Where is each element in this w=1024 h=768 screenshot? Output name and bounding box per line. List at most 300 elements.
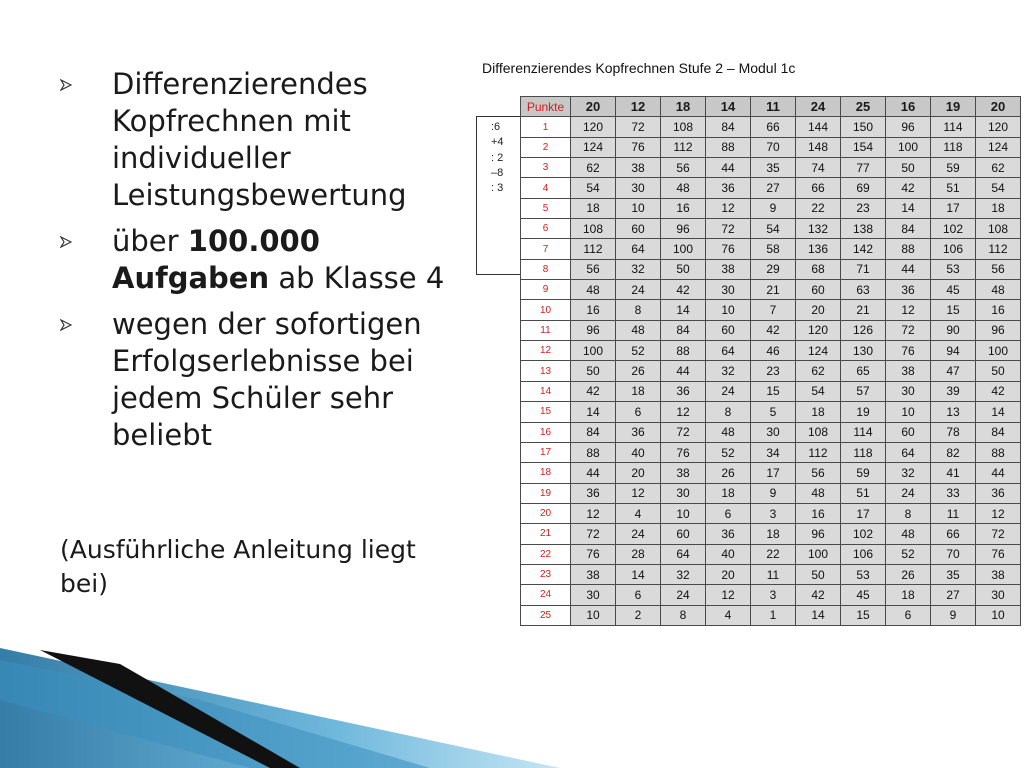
value-cell: 72 — [976, 524, 1021, 544]
value-cell: 148 — [796, 137, 841, 157]
value-cell: 13 — [931, 402, 976, 422]
value-cell: 72 — [661, 422, 706, 442]
operation-item: : 2 — [491, 151, 504, 164]
table-row — [521, 259, 1021, 279]
points-cell: 25 — [521, 605, 571, 625]
value-cell: 154 — [841, 137, 886, 157]
value-cell: 30 — [751, 422, 796, 442]
value-cell: 36 — [976, 483, 1021, 503]
value-cell: 23 — [751, 361, 796, 381]
value-cell: 59 — [841, 463, 886, 483]
value-cell: 50 — [571, 361, 616, 381]
value-cell: 108 — [571, 219, 616, 239]
table-row — [521, 503, 1021, 523]
value-cell: 84 — [976, 422, 1021, 442]
points-cell: 18 — [521, 463, 571, 483]
value-cell: 48 — [706, 422, 751, 442]
value-cell: 30 — [661, 483, 706, 503]
value-cell: 138 — [841, 219, 886, 239]
value-cell: 54 — [976, 178, 1021, 198]
points-cell: 2 — [521, 137, 571, 157]
points-cell: 12 — [521, 341, 571, 361]
value-cell: 66 — [931, 524, 976, 544]
value-cell: 50 — [976, 361, 1021, 381]
value-cell: 15 — [841, 605, 886, 625]
value-cell: 38 — [571, 564, 616, 584]
value-cell: 18 — [706, 483, 751, 503]
table-row — [521, 198, 1021, 218]
value-cell: 38 — [706, 259, 751, 279]
value-cell: 108 — [796, 422, 841, 442]
points-cell: 6 — [521, 219, 571, 239]
value-cell: 52 — [886, 544, 931, 564]
value-cell: 12 — [571, 503, 616, 523]
value-cell: 30 — [976, 585, 1021, 605]
value-cell: 60 — [616, 219, 661, 239]
points-cell: 22 — [521, 544, 571, 564]
value-cell: 10 — [661, 503, 706, 523]
value-cell: 84 — [886, 219, 931, 239]
value-cell: 41 — [931, 463, 976, 483]
arrow-bullet-icon — [60, 319, 72, 331]
table-row — [521, 544, 1021, 564]
value-cell: 14 — [616, 564, 661, 584]
value-cell: 124 — [796, 341, 841, 361]
value-cell: 124 — [976, 137, 1021, 157]
value-cell: 38 — [976, 564, 1021, 584]
value-cell: 26 — [886, 564, 931, 584]
value-cell: 14 — [661, 300, 706, 320]
value-cell: 84 — [661, 320, 706, 340]
value-cell: 18 — [886, 585, 931, 605]
points-cell: 17 — [521, 442, 571, 462]
column-header: 20 — [976, 97, 1021, 117]
value-cell: 100 — [886, 137, 931, 157]
table-row — [521, 219, 1021, 239]
table-title: Differenzierendes Kopfrechnen Stufe 2 – Modul 1c — [482, 60, 796, 76]
value-cell: 63 — [841, 280, 886, 300]
value-cell: 40 — [616, 442, 661, 462]
value-cell: 88 — [571, 442, 616, 462]
value-cell: 21 — [841, 300, 886, 320]
table-row — [521, 320, 1021, 340]
points-cell: 23 — [521, 564, 571, 584]
value-cell: 15 — [931, 300, 976, 320]
value-cell: 15 — [751, 381, 796, 401]
value-cell: 4 — [706, 605, 751, 625]
table-row — [521, 442, 1021, 462]
value-cell: 64 — [616, 239, 661, 259]
value-cell: 82 — [931, 442, 976, 462]
value-cell: 53 — [841, 564, 886, 584]
table-row — [521, 585, 1021, 605]
value-cell: 120 — [571, 117, 616, 137]
value-cell: 112 — [796, 442, 841, 462]
value-cell: 48 — [976, 280, 1021, 300]
value-cell: 17 — [841, 503, 886, 523]
value-cell: 42 — [976, 381, 1021, 401]
value-cell: 62 — [571, 158, 616, 178]
value-cell: 102 — [931, 219, 976, 239]
value-cell: 118 — [931, 137, 976, 157]
value-cell: 144 — [796, 117, 841, 137]
value-cell: 96 — [796, 524, 841, 544]
value-cell: 42 — [571, 381, 616, 401]
value-cell: 100 — [796, 544, 841, 564]
points-cell: 16 — [521, 422, 571, 442]
value-cell: 112 — [661, 137, 706, 157]
value-cell: 39 — [931, 381, 976, 401]
value-cell: 10 — [886, 402, 931, 422]
value-cell: 62 — [976, 158, 1021, 178]
arrow-bullet-icon — [60, 79, 72, 91]
value-cell: 24 — [886, 483, 931, 503]
table-row — [521, 463, 1021, 483]
value-cell: 66 — [796, 178, 841, 198]
value-cell: 126 — [841, 320, 886, 340]
value-cell: 12 — [886, 300, 931, 320]
value-cell: 88 — [661, 341, 706, 361]
value-cell: 58 — [751, 239, 796, 259]
value-cell: 26 — [616, 361, 661, 381]
value-cell: 72 — [886, 320, 931, 340]
value-cell: 47 — [931, 361, 976, 381]
value-cell: 64 — [886, 442, 931, 462]
value-cell: 48 — [886, 524, 931, 544]
table-row — [521, 483, 1021, 503]
value-cell: 16 — [661, 198, 706, 218]
value-cell: 48 — [571, 280, 616, 300]
value-cell: 76 — [571, 544, 616, 564]
table-row — [521, 605, 1021, 625]
points-cell: 5 — [521, 198, 571, 218]
value-cell: 124 — [571, 137, 616, 157]
value-cell: 78 — [931, 422, 976, 442]
value-cell: 48 — [661, 178, 706, 198]
points-cell: 19 — [521, 483, 571, 503]
value-cell: 48 — [796, 483, 841, 503]
value-cell: 9 — [751, 198, 796, 218]
points-cell: 9 — [521, 280, 571, 300]
value-cell: 4 — [616, 503, 661, 523]
value-cell: 9 — [751, 483, 796, 503]
value-cell: 6 — [616, 402, 661, 422]
value-cell: 102 — [841, 524, 886, 544]
points-cell: 14 — [521, 381, 571, 401]
value-cell: 70 — [931, 544, 976, 564]
value-cell: 72 — [571, 524, 616, 544]
bullet-text-pre: über — [112, 224, 188, 258]
value-cell: 32 — [706, 361, 751, 381]
value-cell: 42 — [751, 320, 796, 340]
value-cell: 20 — [616, 463, 661, 483]
value-cell: 10 — [571, 605, 616, 625]
value-cell: 84 — [706, 117, 751, 137]
table-row — [521, 117, 1021, 137]
value-cell: 36 — [886, 280, 931, 300]
value-cell: 44 — [886, 259, 931, 279]
value-cell: 38 — [886, 361, 931, 381]
points-cell: 10 — [521, 300, 571, 320]
value-cell: 18 — [616, 381, 661, 401]
value-cell: 45 — [931, 280, 976, 300]
bullet-text: Differenzierendes Kopfrechnen mit individueller Leistungsbewertung — [112, 67, 407, 212]
value-cell: 77 — [841, 158, 886, 178]
points-cell: 8 — [521, 259, 571, 279]
bullet-item — [60, 223, 470, 297]
points-cell: 15 — [521, 402, 571, 422]
value-cell: 60 — [706, 320, 751, 340]
value-cell: 3 — [751, 503, 796, 523]
value-cell: 56 — [976, 259, 1021, 279]
value-cell: 8 — [886, 503, 931, 523]
value-cell: 76 — [661, 442, 706, 462]
value-cell: 36 — [706, 178, 751, 198]
value-cell: 14 — [976, 402, 1021, 422]
value-cell: 130 — [841, 341, 886, 361]
value-cell: 90 — [931, 320, 976, 340]
value-cell: 12 — [976, 503, 1021, 523]
value-cell: 46 — [751, 341, 796, 361]
value-cell: 11 — [751, 564, 796, 584]
table-row — [521, 178, 1021, 198]
value-cell: 59 — [931, 158, 976, 178]
value-cell: 42 — [661, 280, 706, 300]
value-cell: 30 — [706, 280, 751, 300]
table-row — [521, 524, 1021, 544]
value-cell: 96 — [886, 117, 931, 137]
value-cell: 108 — [661, 117, 706, 137]
table-row — [521, 402, 1021, 422]
column-header: 11 — [751, 97, 796, 117]
value-cell: 27 — [751, 178, 796, 198]
table-row — [521, 422, 1021, 442]
value-cell: 48 — [616, 320, 661, 340]
value-cell: 30 — [571, 585, 616, 605]
points-cell: 24 — [521, 585, 571, 605]
value-cell: 53 — [931, 259, 976, 279]
value-cell: 56 — [571, 259, 616, 279]
value-cell: 106 — [931, 239, 976, 259]
value-cell: 64 — [661, 544, 706, 564]
value-cell: 8 — [616, 300, 661, 320]
points-cell: 3 — [521, 158, 571, 178]
value-cell: 57 — [841, 381, 886, 401]
points-cell: 20 — [521, 503, 571, 523]
instructions-note: (Ausführliche Anleitung liegt bei) — [60, 535, 416, 598]
operation-item: –8 — [491, 166, 504, 179]
value-cell: 44 — [661, 361, 706, 381]
value-cell: 29 — [751, 259, 796, 279]
bullet-text-post: ab Klasse 4 — [269, 261, 445, 295]
value-cell: 9 — [931, 605, 976, 625]
value-cell: 12 — [706, 585, 751, 605]
value-cell: 10 — [706, 300, 751, 320]
value-cell: 96 — [976, 320, 1021, 340]
value-cell: 35 — [931, 564, 976, 584]
bullet-item — [60, 306, 470, 454]
value-cell: 62 — [796, 361, 841, 381]
value-cell: 35 — [751, 158, 796, 178]
value-cell: 17 — [931, 198, 976, 218]
value-cell: 76 — [976, 544, 1021, 564]
bullet-item — [60, 66, 470, 214]
column-header: 18 — [661, 97, 706, 117]
value-cell: 50 — [886, 158, 931, 178]
value-cell: 19 — [841, 402, 886, 422]
value-cell: 60 — [796, 280, 841, 300]
value-cell: 10 — [976, 605, 1021, 625]
table-row — [521, 239, 1021, 259]
points-cell: 7 — [521, 239, 571, 259]
table-row — [521, 280, 1021, 300]
value-cell: 24 — [616, 524, 661, 544]
value-cell: 120 — [976, 117, 1021, 137]
value-cell: 3 — [751, 585, 796, 605]
value-cell: 64 — [706, 341, 751, 361]
points-cell: 1 — [521, 117, 571, 137]
column-header: 19 — [931, 97, 976, 117]
value-cell: 23 — [841, 198, 886, 218]
value-cell: 96 — [661, 219, 706, 239]
value-cell: 8 — [706, 402, 751, 422]
value-cell: 54 — [751, 219, 796, 239]
value-cell: 12 — [616, 483, 661, 503]
table-row — [521, 300, 1021, 320]
operation-item: : 3 — [491, 182, 504, 195]
column-header: 25 — [841, 97, 886, 117]
column-header: 12 — [616, 97, 661, 117]
value-cell: 38 — [661, 463, 706, 483]
column-header: 14 — [706, 97, 751, 117]
value-cell: 56 — [796, 463, 841, 483]
value-cell: 50 — [796, 564, 841, 584]
punkte-header: Punkte — [521, 97, 571, 117]
value-cell: 36 — [706, 524, 751, 544]
table-row — [521, 381, 1021, 401]
value-cell: 60 — [661, 524, 706, 544]
value-cell: 120 — [796, 320, 841, 340]
value-cell: 2 — [616, 605, 661, 625]
value-cell: 6 — [706, 503, 751, 523]
value-cell: 16 — [571, 300, 616, 320]
value-cell: 70 — [751, 137, 796, 157]
value-cell: 5 — [751, 402, 796, 422]
value-cell: 44 — [706, 158, 751, 178]
table-row — [521, 341, 1021, 361]
value-cell: 100 — [661, 239, 706, 259]
value-cell: 100 — [571, 341, 616, 361]
value-cell: 32 — [616, 259, 661, 279]
value-cell: 84 — [571, 422, 616, 442]
value-cell: 52 — [706, 442, 751, 462]
operation-item: :6 — [491, 121, 501, 133]
value-cell: 17 — [751, 463, 796, 483]
value-cell: 56 — [661, 158, 706, 178]
value-cell: 136 — [796, 239, 841, 259]
value-cell: 32 — [661, 564, 706, 584]
value-cell: 22 — [751, 544, 796, 564]
value-cell: 1 — [751, 605, 796, 625]
value-cell: 132 — [796, 219, 841, 239]
value-cell: 28 — [616, 544, 661, 564]
value-cell: 12 — [661, 402, 706, 422]
column-header: 16 — [886, 97, 931, 117]
value-cell: 6 — [616, 585, 661, 605]
points-table — [520, 96, 1021, 626]
table-row — [521, 361, 1021, 381]
table-row — [521, 137, 1021, 157]
value-cell: 108 — [976, 219, 1021, 239]
value-cell: 14 — [571, 402, 616, 422]
value-cell: 12 — [706, 198, 751, 218]
table-header-row — [521, 97, 1021, 117]
value-cell: 114 — [841, 422, 886, 442]
value-cell: 21 — [751, 280, 796, 300]
operations-box — [476, 116, 522, 275]
value-cell: 18 — [796, 402, 841, 422]
operation-item: +4 — [491, 136, 504, 149]
value-cell: 88 — [976, 442, 1021, 462]
value-cell: 60 — [886, 422, 931, 442]
value-cell: 54 — [796, 381, 841, 401]
value-cell: 72 — [616, 117, 661, 137]
value-cell: 94 — [931, 341, 976, 361]
value-cell: 65 — [841, 361, 886, 381]
value-cell: 88 — [886, 239, 931, 259]
value-cell: 16 — [796, 503, 841, 523]
value-cell: 72 — [706, 219, 751, 239]
value-cell: 112 — [571, 239, 616, 259]
value-cell: 96 — [571, 320, 616, 340]
points-cell: 4 — [521, 178, 571, 198]
value-cell: 68 — [796, 259, 841, 279]
value-cell: 11 — [931, 503, 976, 523]
column-header: 24 — [796, 97, 841, 117]
table-row — [521, 158, 1021, 178]
value-cell: 26 — [706, 463, 751, 483]
value-cell: 24 — [706, 381, 751, 401]
value-cell: 69 — [841, 178, 886, 198]
bullet-text-bold: 100.000 Aufgaben — [112, 224, 320, 295]
value-cell: 20 — [706, 564, 751, 584]
value-cell: 76 — [886, 341, 931, 361]
value-cell: 22 — [796, 198, 841, 218]
value-cell: 45 — [841, 585, 886, 605]
value-cell: 66 — [751, 117, 796, 137]
value-cell: 18 — [751, 524, 796, 544]
value-cell: 52 — [616, 341, 661, 361]
value-cell: 10 — [616, 198, 661, 218]
value-cell: 34 — [751, 442, 796, 462]
value-cell: 88 — [706, 137, 751, 157]
points-cell: 13 — [521, 361, 571, 381]
value-cell: 76 — [706, 239, 751, 259]
value-cell: 14 — [886, 198, 931, 218]
column-header: 20 — [571, 97, 616, 117]
value-cell: 51 — [841, 483, 886, 503]
value-cell: 36 — [661, 381, 706, 401]
value-cell: 8 — [661, 605, 706, 625]
value-cell: 18 — [571, 198, 616, 218]
value-cell: 150 — [841, 117, 886, 137]
value-cell: 36 — [571, 483, 616, 503]
value-cell: 32 — [886, 463, 931, 483]
value-cell: 42 — [886, 178, 931, 198]
value-cell: 16 — [976, 300, 1021, 320]
value-cell: 38 — [616, 158, 661, 178]
value-cell: 36 — [616, 422, 661, 442]
